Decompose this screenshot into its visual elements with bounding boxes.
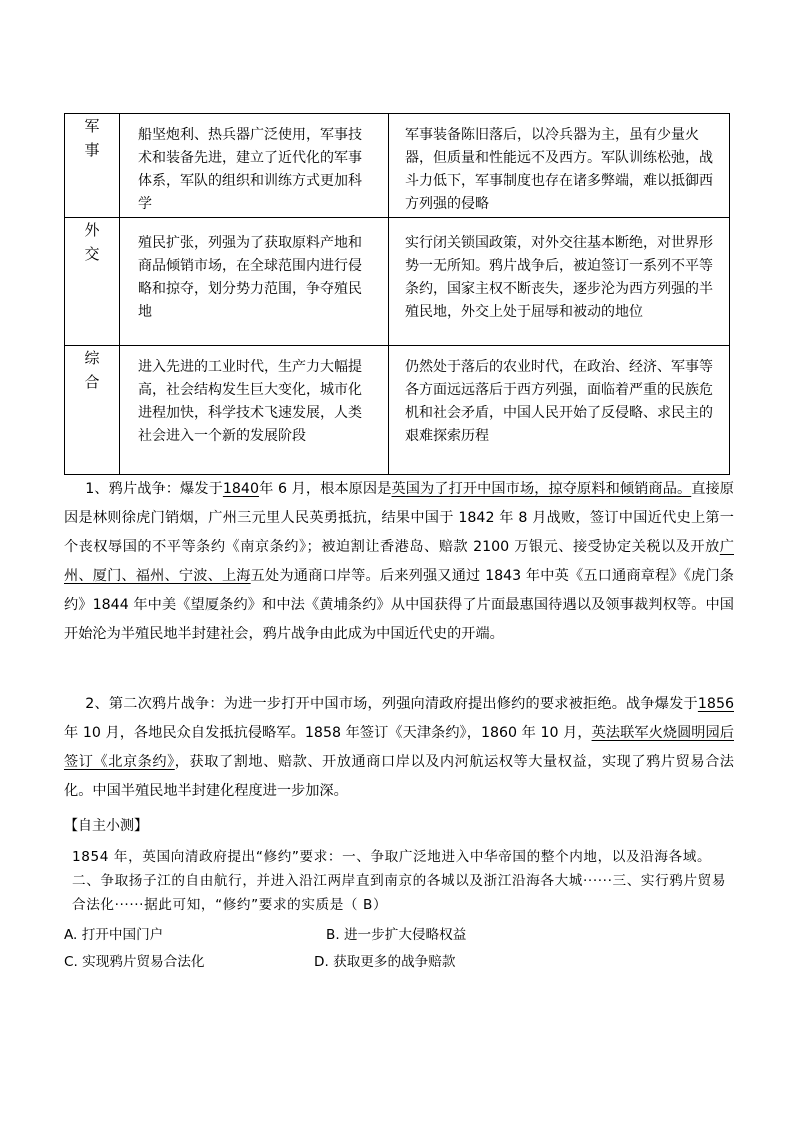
west-cell-military	[120, 114, 389, 218]
row-label-diplomacy	[65, 218, 120, 346]
opium-war-paragraph	[64, 475, 734, 649]
china-cell-overall	[389, 346, 730, 475]
row-label-text	[65, 218, 119, 266]
p1-year: 1840	[222, 481, 259, 497]
indent	[64, 481, 85, 497]
china-cell-diplomacy	[389, 218, 730, 346]
table-row-diplomacy	[65, 218, 730, 346]
row-label-text	[65, 114, 119, 162]
china-text: 仍然处于落后的农业时代，在政治、经济、军事等各方面远远落后于西方列强，面临着严重的民族危机和社会矛盾，中国人民开始了反侵略、求民主的艰难探索历程	[405, 359, 713, 444]
table-row-military	[65, 114, 730, 218]
option-c: C. 实现鸦片贸易合法化	[64, 954, 205, 970]
p2-text-b: 年 10 月，各地民众自发抵抗侵略军。1858 年签订《天津条约》，1860 年 10 月，	[64, 725, 592, 741]
table-row-overall	[65, 346, 730, 475]
second-opium-war-paragraph	[64, 690, 734, 806]
row-label-text	[65, 346, 119, 394]
option-d: D. 获取更多的战争赔款	[314, 954, 456, 970]
west-cell-diplomacy	[120, 218, 389, 346]
row-label-char: 合	[84, 373, 100, 391]
p1-root-cause: 英国为了打开中国市场，掠夺原料和倾销商品。	[391, 481, 692, 497]
china-text: 军事装备陈旧落后，以冷兵器为主，虽有少量火器，但质量和性能远不及西方。军队训练松弛，战斗力低下，军事制度也存在诸多弊端，难以抵御西方列强的侵略	[405, 127, 713, 212]
row-label-char: 事	[84, 141, 100, 159]
row-label-overall	[65, 346, 120, 475]
section-title: 【自主小测】	[64, 818, 148, 834]
p1-text-c: 直接原因是林则徐虎门销烟，广州三元里人民英勇抵抗，结果中国于 1842 年 8 月战败，签订中国近代史上第一个丧权辱国的不平等条约《南京条约》；被迫割让香港岛、赔款 2100 万银元、接受协定关税以及开放	[64, 481, 734, 555]
quiz-stem: 1854 年，英国向清政府提出“修约”要求：一、争取广泛地进入中华帝国的整个内地，以及沿海各域。二、争取扬子江的自由航行，并进入沿江两岸直到南京的各城以及浙江沿海各大城······三、实行鸦片贸易合法化······据此可知，“修约”要求的实质是（ B）	[72, 849, 727, 913]
west-text: 船坚炮利、热兵器广泛使用，军事技术和装备先进，建立了近代化的军事体系，军队的组织和训练方式更加科学	[138, 127, 362, 212]
china-cell-military	[389, 114, 730, 218]
row-label-char: 交	[84, 245, 100, 263]
west-text: 殖民扩张，列强为了获取原料产地和商品倾销市场，在全球范围内进行侵略和掠夺，划分势力范围，争夺殖民地	[138, 235, 362, 320]
row-label-military	[65, 114, 120, 218]
p2-text-a: 2、第二次鸦片战争：为进一步打开中国市场，列强向清政府提出修约的要求被拒绝。战争爆发于	[85, 696, 698, 712]
p2-text-d: ，获取了割地、赔款、开放通商口岸以及内河航运权等大量权益，实现了鸦片贸易合法化。中国半殖民地半封建化程度进一步加深。	[64, 754, 734, 799]
comparison-table	[64, 113, 730, 475]
p1-ports: 广州、厦门、福州、宁波、上海	[64, 539, 734, 584]
option-a: A. 打开中国门户	[64, 927, 164, 943]
china-text: 实行闭关锁国政策，对外交往基本断绝，对世界形势一无所知。鸦片战争后，被迫签订一系列不平等条约，国家主权不断丧失，逐步沦为西方列强的半殖民地，外交上处于屈辱和被动的地位	[405, 235, 713, 320]
p1-text-a: 1、鸦片战争：爆发于	[85, 481, 223, 497]
p2-year: 1856	[697, 696, 734, 712]
p2-beijing-treaty: 英法联军火烧圆明园后签订《北京条约》	[64, 725, 734, 770]
row-label-char: 军	[84, 117, 100, 135]
p1-text-b: 年 6 月，根本原因是	[258, 481, 392, 497]
indent	[64, 696, 85, 712]
west-cell-overall	[120, 346, 389, 475]
row-label-char: 综	[84, 349, 100, 367]
p1-text-d: 五处为通商口岸等。后来列强又通过 1843 年中英《五口通商章程》《虎门条约》1844 年中美《望厦条约》和中法《黄埔条约》从中国获得了片面最惠国待遇以及领事裁判权等。中国开始沦为半殖民地半封建社会，鸦片战争由此成为中国近代史的开端。	[64, 568, 734, 642]
west-text: 进入先进的工业时代，生产力大幅提高，社会结构发生巨大变化，城市化进程加快，科学技术飞速发展，人类社会进入一个新的发展阶段	[138, 359, 362, 444]
option-b: B. 进一步扩大侵略权益	[326, 927, 467, 943]
row-label-char: 外	[84, 221, 100, 239]
